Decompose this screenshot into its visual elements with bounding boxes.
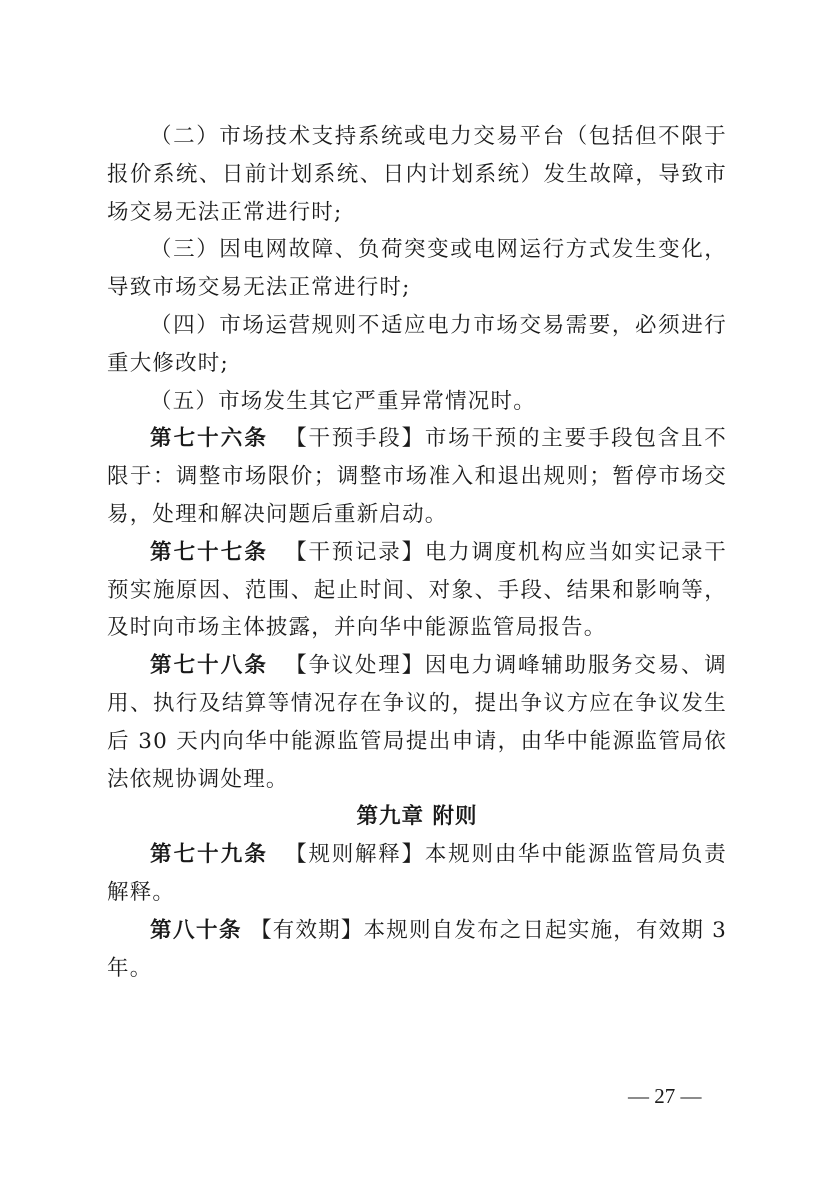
list-item <box>107 231 727 307</box>
article-77 <box>107 534 727 647</box>
article-text: 【有效期】本规则自发布之日起实施，有效期 3 年。 <box>107 917 727 981</box>
article-text: 【规则解释】本规则由华中能源监管局负责解释。 <box>107 842 727 905</box>
article-76 <box>107 420 727 533</box>
page-number: — 27 — <box>628 1084 702 1108</box>
list-item <box>107 383 727 421</box>
article-number: 第七十九条 <box>150 842 268 868</box>
article-text: 【争议处理】因电力调峰辅助服务交易、调用、执行及结算等情况存在争议的，提出争议方应在争议发生后 30 天内向华中能源监管局提出申请，由华中能源监管局依法依规协调处理。 <box>107 653 727 792</box>
article-number: 第七十八条 <box>150 653 268 679</box>
list-item <box>107 307 727 383</box>
article-number: 第八十条 <box>150 917 243 943</box>
article-text: 【干预手段】市场干预的主要手段包含且不限于：调整市场限价；调整市场准入和退出规则；暂停市场交易，处理和解决问题后重新启动。 <box>107 426 727 527</box>
paragraph-text: （三）因电网故障、负荷突变或电网运行方式发生变化，导致市场交易无法正常进行时; <box>107 237 727 301</box>
article-80 <box>107 912 727 988</box>
paragraph-text: （四）市场运营规则不适应电力市场交易需要，必须进行重大修改时; <box>107 312 727 376</box>
list-item <box>107 118 727 231</box>
paragraph-text: （五）市场发生其它严重异常情况时。 <box>150 388 536 414</box>
document-body <box>107 118 727 987</box>
article-79 <box>107 836 727 912</box>
chapter-heading: 第九章 附则 <box>356 804 478 830</box>
article-number: 第七十六条 <box>150 426 268 452</box>
article-number: 第七十七条 <box>150 539 268 565</box>
paragraph-text: （二）市场技术支持系统或电力交易平台（包括但不限于报价系统、日前计划系统、日内计划系统）发生故障，导致市场交易无法正常进行时; <box>107 124 727 225</box>
article-text: 【干预记录】电力调度机构应当如实记录干预实施原因、范围、起止时间、对象、手段、结果和影响等，及时向市场主体披露，并向华中能源监管局报告。 <box>107 539 727 641</box>
article-78 <box>107 647 727 798</box>
